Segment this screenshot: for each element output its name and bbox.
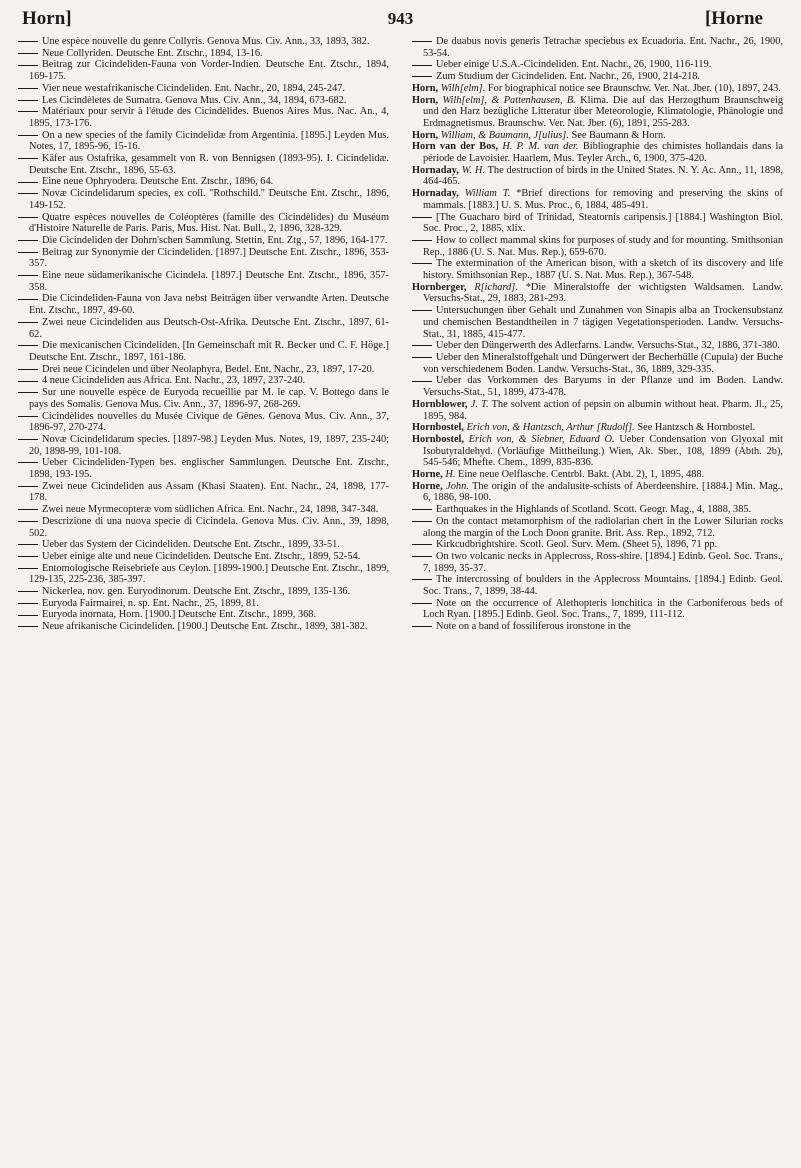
bibliography-entry bbox=[18, 95, 389, 107]
bibliography-entry bbox=[412, 258, 783, 281]
entry-text: The solvent action of pepsin on albumin without heat. Pharm. Jl., 25, 1895, 984. bbox=[423, 398, 783, 422]
ditto-dash bbox=[18, 322, 38, 323]
ditto-dash bbox=[18, 603, 38, 604]
entry-text: Matériaux pour servir à l'étude des Cicindèlides. Buenos Aires Mus. Nac. An., 4, 1895, 173-176. bbox=[29, 106, 389, 129]
entry-text: Ueber Condensation von Glyoxal mit Isobutyraldehyd. (Vorläufige Mittheilung.) Wien, Ak. Sber., 108, 1899 (Abth. 2b), 545-546; Mhefte. Chem., 1899, 835-836. bbox=[423, 433, 783, 469]
entry-text: Euryoda inornata, Horn. [1900.] Deutsche Ent. Ztschr., 1899, 368. bbox=[42, 609, 317, 621]
bibliography-entry bbox=[412, 399, 783, 422]
entry-text: Ueber einige alte und neue Cicindeliden. Deutsche Ent. Ztschr., 1899, 52-54. bbox=[42, 550, 361, 562]
entry-text: Euryoda Fairmairei, n. sp. Ent. Nachr., 25, 1899, 81. bbox=[42, 597, 259, 609]
entry-author: Hornbostel, bbox=[412, 433, 465, 445]
entry-text: Vier neue westafrikanische Cicindeliden. Ent. Nachr., 20, 1894, 245-247. bbox=[42, 82, 345, 94]
entry-author: Horn, bbox=[412, 94, 439, 106]
bibliography-entry bbox=[18, 551, 389, 563]
entry-text: Ueber den Düngerwerth des Adlerfarns. Landw. Versuchs-Stat., 32, 1886, 371-380. bbox=[436, 340, 780, 352]
ditto-dash bbox=[412, 579, 432, 580]
ditto-dash bbox=[18, 217, 38, 218]
bibliography-entry bbox=[412, 621, 783, 633]
entry-text: For biographical notice see Braunschw. Ver. Nat. Jber. (10), 1897, 243. bbox=[487, 82, 781, 94]
entry-text: Eine neue Ophryodera. Deutsche Ent. Ztschr., 1896, 64. bbox=[42, 176, 274, 188]
ditto-dash bbox=[18, 193, 38, 194]
entry-text: Novæ Cicindelidarum species. [1897-98.] Leyden Mus. Notes, 19, 1897, 235-240; 20, 1898-99, 101-108. bbox=[29, 433, 389, 457]
entry-text: Neue afrikanische Cicindeliden. [1900.] Deutsche Ent. Ztschr., 1899, 381-382. bbox=[42, 621, 368, 633]
entry-text: See Hantzsch & Hornbostel. bbox=[637, 422, 756, 434]
ditto-dash bbox=[18, 275, 38, 276]
bibliography-entry bbox=[412, 59, 783, 71]
entry-text: The intercrossing of boulders in the Applecross Mountains. [1894.] Edinb. Geol. Soc. Trans., 7, 1899, 38-44. bbox=[423, 574, 783, 598]
bibliography-entry bbox=[18, 212, 389, 235]
entry-author-detail: J. T. bbox=[470, 398, 489, 410]
entry-author: Horne, bbox=[412, 469, 443, 481]
bibliography-entry bbox=[18, 36, 389, 48]
entry-text: 4 neue Cicindeliden aus Africa. Ent. Nachr., 23, 1897, 237-240. bbox=[42, 375, 306, 387]
ditto-dash bbox=[18, 392, 38, 393]
entry-text: *Die Mineralstoffe der wichtigsten Waldsamen. Landw. Versuchs-Stat., 29, 1883, 281-293. bbox=[423, 281, 783, 305]
entry-text: Klima. Die auf das Herzogthum Braunschweig und den Harz bezügliche Litteratur über Meteorologie, Klimatologie, Phänologie und Erdmagnetismus. Braunschw. Ver. Nat. Jber. (6), 1891, 255-283. bbox=[423, 94, 783, 129]
ditto-dash bbox=[18, 416, 38, 417]
ditto-dash bbox=[18, 100, 38, 101]
entry-text: The origin of the andalusite-schists of Aberdeenshire. [1884.] Min. Mag., 6, 1886, 98-100. bbox=[423, 480, 783, 504]
ditto-dash bbox=[18, 626, 38, 627]
bibliography-entry bbox=[18, 153, 389, 176]
bibliography-entry bbox=[412, 282, 783, 305]
entry-text: Note on the occurrence of Alethopteris lonchitica in the Carboniferous beds of Loch Ryan. [1895.] Edinb. Geol. Soc. Trans., 7, 1899, 111-112. bbox=[423, 597, 783, 621]
entry-text: Novæ Cicindelidarum species, ex coll. "Rothschild." Deutsche Ent. Ztschr., 1896, 149-152. bbox=[29, 188, 389, 211]
ditto-dash bbox=[412, 521, 432, 522]
bibliography-entry bbox=[18, 293, 389, 316]
bibliography-entry bbox=[412, 551, 783, 574]
page-number: 943 bbox=[387, 9, 414, 28]
ditto-dash bbox=[18, 65, 38, 66]
ditto-dash bbox=[18, 299, 38, 300]
ditto-dash bbox=[18, 345, 38, 346]
bibliography-entry bbox=[412, 130, 783, 142]
entry-author: Horne, bbox=[412, 480, 443, 492]
bibliography-entry bbox=[18, 539, 389, 551]
entry-text: Eine neue Oelflasche. Centrbl. Bakt. (Abt. 2), 1, 1895, 488. bbox=[458, 469, 705, 481]
entry-text: Die Cicindeliden-Fauna von Java nebst Beiträgen über verwandte Arten. Deutsche Ent. Ztschr., 1897, 49-60. bbox=[29, 293, 389, 317]
entry-text: Nickerlea, nov. gen. Euryodinorum. Deutsche Ent. Ztschr., 1899, 135-136. bbox=[42, 586, 351, 598]
ditto-dash bbox=[412, 41, 432, 42]
entry-text: Drei neue Cicindelen und über Neolaphyra, Bedel. Ent. Nachr., 23, 1897, 17-20. bbox=[42, 363, 375, 375]
ditto-dash bbox=[412, 626, 432, 627]
entry-text: Beitrag zur Cicindeliden-Fauna von Vorder-Indien. Deutsche Ent. Ztschr., 1894, 169-175. bbox=[29, 59, 389, 83]
entry-text: Ueber den Mineralstoffgehalt und Düngerwert der Becherhülle (Cupula) der Buche von verschiedenem Boden. Landw. Versuchs-Stat., 36, 1889, 329-335. bbox=[423, 351, 783, 375]
ditto-dash bbox=[18, 240, 38, 241]
bibliography-entry bbox=[18, 516, 389, 539]
ditto-dash bbox=[18, 369, 38, 370]
entry-text: Une espèce nouvelle du genre Collyris. Genova Mus. Civ. Ann., 33, 1893, 382. bbox=[42, 36, 370, 47]
ditto-dash bbox=[18, 111, 38, 112]
entry-text: Zwei neue Myrmecopteræ vom südlichen Africa. Ent. Nachr., 24, 1898, 347-348. bbox=[42, 504, 379, 516]
entry-text: De duabus novis generis Tetrachæ speciebus ex Ecuadoria. Ent. Nachr., 26, 1900, 53-54. bbox=[423, 36, 783, 59]
entry-text: Neue Collyriden. Deutsche Ent. Ztschr., 1894, 13-16. bbox=[42, 47, 263, 59]
bibliography-entry bbox=[412, 83, 783, 95]
ditto-dash bbox=[18, 568, 38, 569]
entry-author-detail: William, & Baumann, J[ulius]. bbox=[440, 129, 569, 141]
bibliography-entry bbox=[18, 340, 389, 363]
ditto-dash bbox=[18, 135, 38, 136]
entry-author: Hornblower, bbox=[412, 398, 468, 410]
ditto-dash bbox=[412, 240, 432, 241]
page-header bbox=[18, 8, 783, 34]
bibliography-entry bbox=[18, 411, 389, 434]
bibliography-entry bbox=[18, 609, 389, 621]
entry-author-detail: William T. bbox=[464, 188, 511, 200]
bibliography-entry bbox=[18, 48, 389, 60]
bibliography-entry bbox=[412, 352, 783, 375]
entry-text: The extermination of the American bison, with a sketch of its discovery and life history. Smithsonian Rep., 1887 (U. S. Nat. Mus. Rep.), 367-548. bbox=[423, 258, 783, 282]
bibliography-entry bbox=[18, 130, 389, 153]
bibliography-entry bbox=[18, 106, 389, 129]
entry-author-detail: Wilh[elm]. bbox=[440, 82, 486, 94]
ditto-dash bbox=[18, 591, 38, 592]
entry-text: Ueber das System der Cicindeliden. Deutsche Ent. Ztschr., 1899, 33-51. bbox=[42, 539, 340, 551]
entry-text: Ueber das Vorkommen des Baryums in der Pflanze und im Boden. Landw. Versuchs-Stat., 51, 1899, 473-478. bbox=[423, 375, 783, 399]
entry-author: Hornberger, bbox=[412, 281, 467, 293]
ditto-dash bbox=[18, 556, 38, 557]
bibliography-entry bbox=[18, 364, 389, 376]
bibliography-entry bbox=[412, 188, 783, 211]
bibliography-entry bbox=[412, 516, 783, 539]
entry-text: See Baumann & Horn. bbox=[571, 129, 666, 141]
ditto-dash bbox=[18, 521, 38, 522]
bibliography-entry bbox=[18, 621, 389, 633]
ditto-dash bbox=[18, 252, 38, 253]
ditto-dash bbox=[412, 381, 432, 382]
bibliography-entry bbox=[412, 422, 783, 434]
entry-text: Zwei neue Cicindeliden aus Assam (Khasi Staaten). Ent. Nachr., 24, 1898, 177-178. bbox=[29, 480, 389, 504]
bibliography-entry bbox=[18, 235, 389, 247]
bibliography-entry bbox=[18, 387, 389, 410]
ditto-dash bbox=[18, 41, 38, 42]
bibliography-entry bbox=[18, 270, 389, 293]
entry-text: Entomologische Reisebriefe aus Ceylon. [1899-1900.] Deutsche Ent. Ztschr., 1899, 129-135, 225-236, 385-397. bbox=[29, 562, 389, 586]
ditto-dash bbox=[412, 76, 432, 77]
entry-author-detail: W. H. bbox=[461, 164, 485, 176]
bibliography-entry bbox=[18, 481, 389, 504]
entry-text: Zum Studium der Cicindeliden. Ent. Nachr., 26, 1900, 214-218. bbox=[436, 71, 701, 83]
ditto-dash bbox=[18, 182, 38, 183]
entry-author-detail: H. bbox=[445, 469, 456, 481]
ditto-dash bbox=[18, 439, 38, 440]
entry-text: Quatre espèces nouvelles de Coléoptères (famille des Cicindèlides) du Muséum d'Histoire Naturelle de Paris. Paris, Mus. Hist. Nat. Bull., 2, 1896, 328-329. bbox=[29, 211, 389, 235]
bibliography-entry bbox=[412, 504, 783, 516]
ditto-dash bbox=[18, 486, 38, 487]
entry-text: Kirkcudbrightshire. Scotl. Geol. Surv. Mem. (Sheet 5), 1896, 71 pp. bbox=[436, 539, 718, 551]
entry-text: Sur une nouvelle espèce de Euryoda recueillie par M. le cap. V. Bottego dans le pays des Somalis. Genova Mus. Civ. Ann., 37, 1896-97, 268-269. bbox=[29, 387, 389, 410]
entry-author: Horn van der Bos, bbox=[412, 141, 498, 153]
entry-text: [The Guacharo bird of Trinidad, Steatornis caripensis.] [1884.] Washington Biol. Soc. Proc., 2, 1885, xlix. bbox=[423, 211, 783, 235]
entry-text: Käfer aus Ostafrika, gesammelt von R. von Bennigsen (1893-95). I. Cicindelidæ. Deutsche Ent. Ztschr., 1896, 55-63. bbox=[29, 153, 389, 176]
entry-author-detail: Wilh[elm], & Pattenhausen, B. bbox=[442, 94, 576, 106]
entry-author: Horn, bbox=[412, 129, 439, 141]
bibliography-entry bbox=[412, 305, 783, 340]
bibliography-entry bbox=[412, 598, 783, 621]
entry-author: Horn, bbox=[412, 82, 439, 94]
bibliography-entry bbox=[18, 457, 389, 480]
bibliography-entry bbox=[412, 539, 783, 551]
ditto-dash bbox=[412, 263, 432, 264]
bibliography-entry bbox=[412, 95, 783, 130]
bibliography-entry bbox=[412, 141, 783, 164]
bibliography-entry bbox=[18, 83, 389, 95]
ditto-dash bbox=[412, 310, 432, 311]
entry-text: Beitrag zur Synonymie der Cicindeliden. [1897.] Deutsche Ent. Ztschr., 1896, 353-357. bbox=[29, 246, 389, 270]
ditto-dash bbox=[412, 65, 432, 66]
header-left-term: Horn] bbox=[22, 8, 72, 29]
ditto-dash bbox=[18, 509, 38, 510]
ditto-dash bbox=[18, 158, 38, 159]
ditto-dash bbox=[412, 556, 432, 557]
bibliography-entry bbox=[18, 434, 389, 457]
bibliography-entry bbox=[412, 340, 783, 352]
entry-author: Hornbostel, bbox=[412, 422, 465, 434]
entry-text: Ueber Cicindeliden-Typen bes. englischer Sammlungen. Deutsche Ent. Ztschr., 1898, 193-195. bbox=[29, 457, 389, 481]
bibliography-entry bbox=[18, 188, 389, 211]
ditto-dash bbox=[18, 615, 38, 616]
bibliography-entry bbox=[412, 375, 783, 398]
entry-text: Les Cicindèletes de Sumatra. Genova Mus. Civ. Ann., 34, 1894, 673-682. bbox=[42, 94, 347, 106]
ditto-dash bbox=[18, 381, 38, 382]
left-column bbox=[18, 36, 389, 633]
bibliography-entry bbox=[412, 469, 783, 481]
bibliography-entry bbox=[18, 586, 389, 598]
ditto-dash bbox=[412, 544, 432, 545]
bibliography-entry bbox=[18, 247, 389, 270]
entry-text: Ueber einige U.S.A.-Cicindeliden. Ent. Nachr., 26, 1900, 116-119. bbox=[436, 59, 712, 71]
header-right-term: [Horne bbox=[704, 8, 763, 29]
entry-text: The destruction of birds in the United States. N. Y. Ac. Ann., 11, 1898, 464-465. bbox=[423, 164, 783, 188]
entry-text: On a new species of the family Cicindelidæ from Argentinia. [1895.] Leyden Mus. Notes, 17, 1895-96, 15-16. bbox=[29, 129, 389, 153]
entry-text: Bibliographie des chimistes hollandais dans la période de Lavoisier. Haarlem, Mus. Teyler Arch., 6, 1900, 375-420. bbox=[423, 141, 783, 165]
ditto-dash bbox=[18, 544, 38, 545]
entry-text: Descrizione di una nuova specie di Cicindela. Genova Mus. Civ. Ann., 39, 1898, 502. bbox=[29, 515, 389, 539]
ditto-dash bbox=[412, 603, 432, 604]
right-column bbox=[412, 36, 783, 633]
ditto-dash bbox=[18, 53, 38, 54]
bibliography-entry bbox=[412, 434, 783, 469]
bibliography-entry bbox=[412, 36, 783, 59]
ditto-dash bbox=[412, 509, 432, 510]
entry-text: Zwei neue Cicindeliden aus Deutsch-Ost-Afrika. Deutsche Ent. Ztschr., 1897, 61-62. bbox=[29, 316, 389, 340]
entry-text: *Brief directions for removing and preserving the skins of mammals. [1883.] U. S. Mus. Proc., 6, 1884, 485-491. bbox=[423, 188, 783, 211]
ditto-dash bbox=[412, 217, 432, 218]
bibliography-entry bbox=[18, 504, 389, 516]
entry-author-detail: Erich von, & Siebner, Eduard O. bbox=[468, 433, 615, 445]
bibliography-entry bbox=[412, 235, 783, 258]
ditto-dash bbox=[18, 462, 38, 463]
bibliography-entry bbox=[18, 375, 389, 387]
entry-text: Untersuchungen über Gehalt und Zunahmen von Sinapis alba an Trockensubstanz und chemischen Bestandtheilen in 7 tägigen Vegetationsperioden. Landw. Versuchs-Stat., 31, 1885, 415-477. bbox=[423, 305, 783, 340]
entry-author: Hornaday, bbox=[412, 164, 459, 176]
ditto-dash bbox=[412, 345, 432, 346]
entry-text: Cicindèlides nouvelles du Musée Civique de Gênes. Genova Mus. Civ. Ann., 37, 1896-97, 270-274. bbox=[29, 410, 389, 434]
entry-text: Eine neue südamerikanische Cicindela. [1897.] Deutsche Ent. Ztschr., 1896, 357-358. bbox=[29, 270, 389, 293]
bibliography-entry bbox=[412, 481, 783, 504]
entry-author-detail: H. P. M. van der. bbox=[502, 141, 579, 153]
entry-text: Die Cicindeliden der Dohrn'schen Sammlung. Stettin, Ent. Ztg., 57, 1896, 164-177. bbox=[42, 234, 388, 246]
bibliography-entry bbox=[412, 165, 783, 188]
entry-text: Die mexicanischen Cicindeliden. [In Gemeinschaft mit R. Becker und C. F. Höge.] Deutsche Ent. Ztschr., 1897, 161-186. bbox=[29, 340, 389, 363]
entry-text: On the contact metamorphism of the radiolarian chert in the Lower Silurian rocks along the margin of the Loch Doon granite. Brit. Ass. Rep., 1892, 712. bbox=[423, 515, 783, 539]
bibliography-entry bbox=[412, 574, 783, 597]
entry-author-detail: R[ichard]. bbox=[474, 281, 518, 293]
entry-text: Earthquakes in the Highlands of Scotland. Scott. Geogr. Mag., 4, 1888, 385. bbox=[436, 504, 752, 516]
bibliography-entry bbox=[18, 59, 389, 82]
entry-text: Note on a band of fossiliferous ironstone in the bbox=[436, 621, 631, 633]
entry-text: On two volcanic necks in Applecross, Ross-shire. [1894.] Edinb. Geol. Soc. Trans., 7, 1899, 35-37. bbox=[423, 550, 783, 574]
bibliography-entry bbox=[18, 317, 389, 340]
bibliography-entry bbox=[412, 212, 783, 235]
bibliography-entry bbox=[18, 176, 389, 188]
entry-author: Hornaday, bbox=[412, 188, 459, 200]
entry-text: How to collect mammal skins for purposes of study and for mounting. Smithsonian Rep., 1886 (U. S. Nat. Mus. Rep.), 659-670. bbox=[423, 234, 783, 258]
bibliography-entry bbox=[18, 563, 389, 586]
ditto-dash bbox=[412, 357, 432, 358]
ditto-dash bbox=[18, 88, 38, 89]
entry-author-detail: Erich von, & Hantzsch, Arthur [Rudolf]. bbox=[466, 422, 635, 434]
columns bbox=[18, 36, 783, 633]
bibliography-entry bbox=[412, 71, 783, 83]
entry-author-detail: John. bbox=[446, 480, 469, 492]
bibliography-entry bbox=[18, 598, 389, 610]
